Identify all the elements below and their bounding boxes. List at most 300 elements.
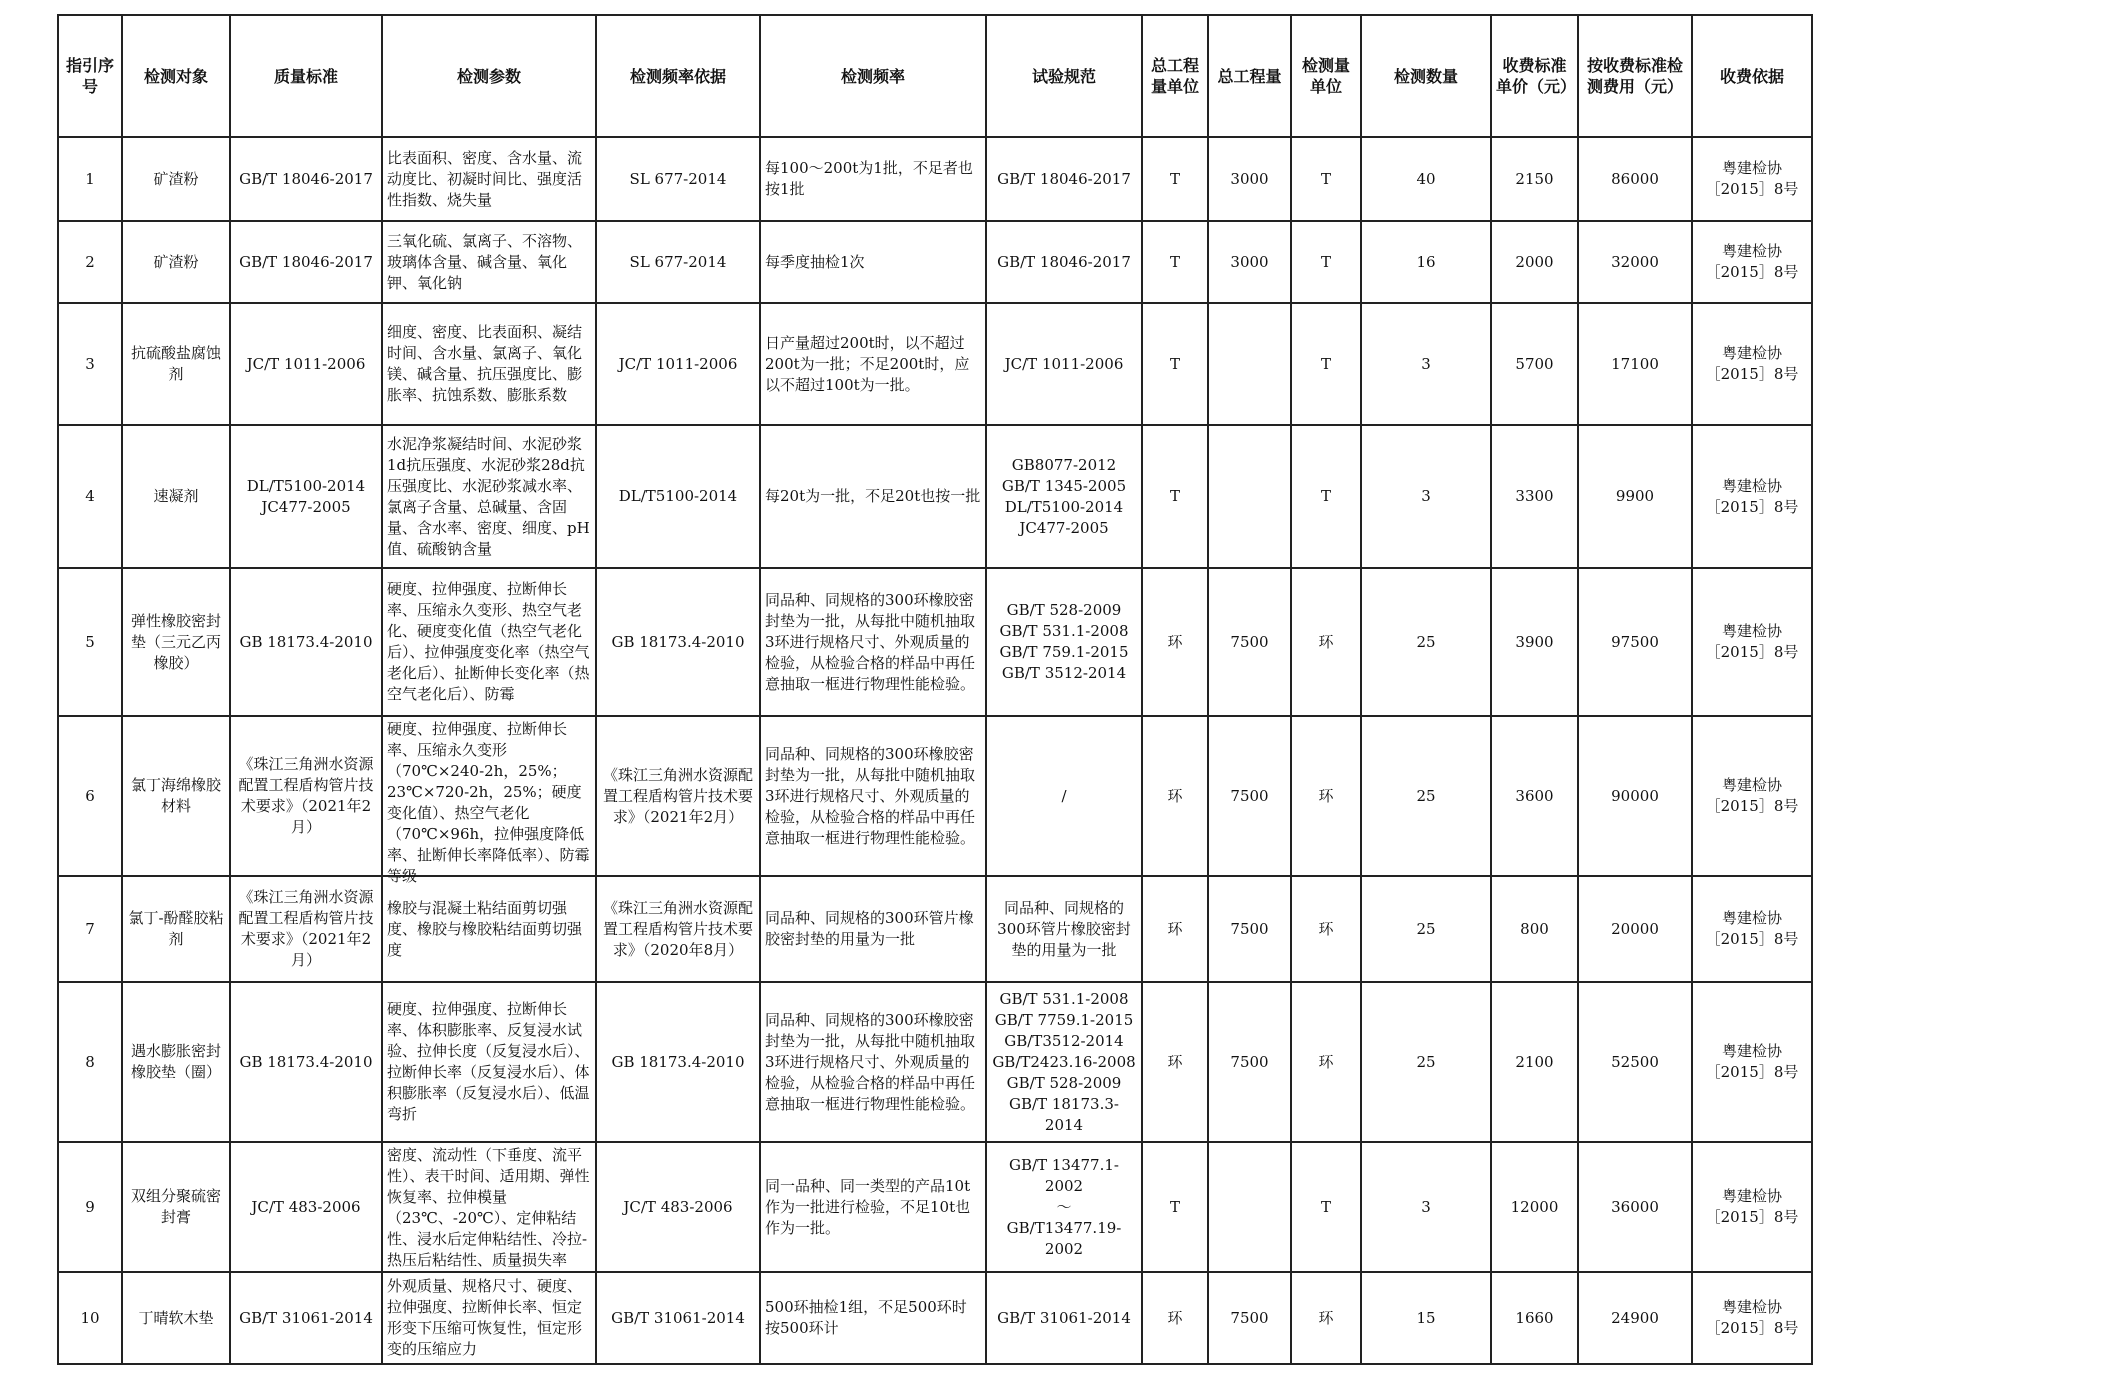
cell-text: 环	[1167, 1052, 1183, 1071]
cell-spec	[986, 221, 1142, 303]
cell-text: 环	[1167, 1308, 1183, 1327]
cell-text: 52500	[1611, 1052, 1659, 1071]
cell-text: 细度、密度、比表面积、凝结时间、含水量、氯离子、氧化镁、碱含量、抗压强度比、膨胀率、抗蚀系数、膨胀系数	[387, 323, 583, 404]
cell-params	[382, 425, 596, 568]
header-unit-price: 收费标准单价（元）	[1491, 15, 1578, 137]
cell-test-qty	[1361, 1142, 1491, 1272]
header-basis: 检测频率依据	[596, 15, 760, 137]
cell-text: 环	[1318, 632, 1334, 651]
cell-text: 20000	[1611, 919, 1659, 938]
inspection-fee-sheet	[57, 14, 1813, 1365]
cell-freq	[760, 568, 986, 716]
cell-text: 每季度抽检1次	[765, 252, 865, 271]
cell-text: GB 18173.4-2010	[239, 632, 373, 651]
cell-standard	[230, 982, 382, 1142]
cell-text: 5700	[1515, 354, 1554, 373]
cell-text: 3000	[1230, 169, 1269, 188]
cell-text: 3	[1421, 354, 1431, 373]
cell-text: 86000	[1611, 169, 1659, 188]
cell-text: 丁晴软木垫	[138, 1308, 214, 1327]
header-total-unit: 总工程量单位	[1142, 15, 1208, 137]
cell-text: T	[1169, 252, 1180, 271]
cell-text: 环	[1318, 786, 1334, 805]
cell-text: 同一品种、同一类型的产品10t作为一批进行检验，不足10t也作为一批。	[765, 1176, 971, 1237]
cell-text: GB/T 13477.1-2002 ～ GB/T13477.19-2002	[1006, 1155, 1122, 1258]
cell-text: 同品种、同规格的300环橡胶密封垫为一批，从每批中随机抽取3环进行规格尺寸、外观质量的检验，从检验合格的样品中再任意抽取一框进行物理性能检验。	[765, 1010, 976, 1113]
cell-text: 粤建检协［2015］8号	[1705, 622, 1799, 661]
cell-freq	[760, 303, 986, 425]
cell-no	[58, 425, 122, 568]
cell-unit-price	[1491, 1272, 1578, 1364]
cell-text: JC/T 1011-2006	[618, 354, 738, 373]
cell-freq	[760, 425, 986, 568]
cell-params	[382, 1142, 596, 1272]
cell-no	[58, 1142, 122, 1272]
cell-text: 同品种、同规格的300环橡胶密封垫为一批，从每批中随机抽取3环进行规格尺寸、外观质量的检验，从检验合格的样品中再任意抽取一框进行物理性能检验。	[765, 744, 976, 847]
cell-test-qty	[1361, 876, 1491, 982]
header-standard: 质量标准	[230, 15, 382, 137]
cell-object	[122, 303, 230, 425]
cell-params	[382, 716, 596, 885]
cell-standard	[230, 303, 382, 425]
cell-text: GB/T 18046-2017	[239, 252, 373, 271]
cell-text: GB/T 31061-2014	[611, 1308, 745, 1327]
cell-unit-price	[1491, 876, 1578, 982]
header-row	[58, 15, 1812, 137]
cell-spec	[986, 1142, 1142, 1272]
cell-test-qty	[1361, 303, 1491, 425]
cell-text: 12000	[1510, 1197, 1559, 1216]
cell-text: 《珠江三角洲水资源配置工程盾构管片技术要求》（2020年8月）	[602, 898, 753, 959]
cell-basis	[596, 982, 760, 1142]
cell-text: 3000	[1230, 252, 1269, 271]
cell-text: 每20t为一批，不足20t也按一批	[765, 487, 981, 505]
header-spec: 试验规范	[986, 15, 1142, 137]
cell-standard	[230, 1142, 382, 1272]
cell-text: 环	[1167, 632, 1183, 651]
cell-standard	[230, 221, 382, 303]
cell-text: 密度、流动性（下垂度、流平性）、表干时间、适用期、弹性恢复率、拉伸模量（23℃、-20℃）、定伸粘结性、浸水后定伸粘结性、冷拉-热压后粘结性、质量损失率	[387, 1146, 590, 1269]
cell-text: 同品种、同规格的300环管片橡胶密封垫的用量为一批	[997, 898, 1131, 959]
table-row	[58, 303, 1812, 425]
cell-text: 10	[80, 1308, 100, 1327]
cell-standard	[230, 137, 382, 221]
cell-text: 3	[1421, 1197, 1431, 1216]
cell-object	[122, 1272, 230, 1364]
cell-fee	[1578, 425, 1692, 568]
cell-total-unit	[1142, 425, 1208, 568]
cell-fee-basis	[1692, 876, 1812, 982]
cell-text: GB8077-2012 GB/T 1345-2005 DL/T5100-2014 JC477-2005	[1001, 455, 1127, 537]
cell-text: 矿渣粉	[153, 252, 199, 271]
cell-params	[382, 1272, 596, 1364]
cell-object	[122, 1142, 230, 1272]
cell-text: 32000	[1611, 252, 1659, 271]
cell-unit-price	[1491, 1142, 1578, 1272]
cell-fee	[1578, 137, 1692, 221]
cell-test-unit	[1291, 876, 1361, 982]
cell-fee-basis	[1692, 1142, 1812, 1272]
cell-total-unit	[1142, 1272, 1208, 1364]
cell-text: 同品种、同规格的300环橡胶密封垫为一批，从每批中随机抽取3环进行规格尺寸、外观质量的检验，从检验合格的样品中再任意抽取一框进行物理性能检验。	[765, 590, 976, 693]
table-row	[58, 1272, 1812, 1364]
cell-total-qty	[1208, 982, 1291, 1142]
cell-test-qty	[1361, 568, 1491, 716]
header-params: 检测参数	[382, 15, 596, 137]
cell-fee-basis	[1692, 137, 1812, 221]
cell-fee	[1578, 221, 1692, 303]
cell-text: GB/T 18046-2017	[997, 252, 1131, 271]
cell-text: SL 677-2014	[629, 169, 727, 188]
cell-text: GB/T 528-2009 GB/T 531.1-2008 GB/T 759.1-2015 GB/T 3512-2014	[999, 601, 1129, 682]
cell-text: 15	[1416, 1308, 1436, 1327]
header-object: 检测对象	[122, 15, 230, 137]
cell-test-unit	[1291, 716, 1361, 876]
cell-text: 3600	[1515, 786, 1554, 805]
cell-text: 2	[85, 252, 95, 271]
cell-text: GB/T 31061-2014	[239, 1308, 373, 1327]
cell-text: 双组分聚硫密封膏	[130, 1187, 221, 1226]
cell-text: SL 677-2014	[629, 252, 727, 271]
table-row	[58, 221, 1812, 303]
cell-test-unit	[1291, 1142, 1361, 1272]
cell-text: GB/T 18046-2017	[239, 169, 373, 188]
cell-text: 36000	[1611, 1197, 1659, 1216]
table-row	[58, 716, 1812, 876]
cell-fee-basis	[1692, 982, 1812, 1142]
cell-text: 2150	[1515, 169, 1554, 188]
cell-total-qty	[1208, 221, 1291, 303]
cell-text: GB 18173.4-2010	[239, 1052, 373, 1071]
cell-standard	[230, 568, 382, 716]
header-test-qty: 检测数量	[1361, 15, 1491, 137]
cell-basis	[596, 716, 760, 876]
cell-test-qty	[1361, 137, 1491, 221]
cell-text: 氯丁海绵橡胶材料	[130, 776, 221, 815]
cell-text: 遇水膨胀密封橡胶垫（圈）	[130, 1042, 221, 1081]
cell-text: 硬度、拉伸强度、拉断伸长率、压缩永久变形、热空气老化、硬度变化值（热空气老化后）、拉伸强度变化率（热空气老化后）、扯断伸长变化率（热空气老化后）、防霉	[387, 580, 590, 703]
cell-text: 环	[1318, 1052, 1334, 1071]
cell-object	[122, 716, 230, 876]
cell-text: 粤建检协［2015］8号	[1705, 909, 1799, 948]
cell-spec	[986, 568, 1142, 716]
cell-text: DL/T5100-2014 JC477-2005	[246, 476, 366, 516]
cell-text: T	[1169, 354, 1180, 373]
cell-text: 2100	[1515, 1052, 1554, 1071]
cell-freq	[760, 716, 986, 876]
cell-text: 环	[1167, 919, 1183, 938]
cell-text: JC/T 1011-2006	[1004, 354, 1124, 373]
cell-spec	[986, 1272, 1142, 1364]
cell-total-qty	[1208, 425, 1291, 568]
cell-basis	[596, 1142, 760, 1272]
cell-params	[382, 982, 596, 1142]
cell-text: GB 18173.4-2010	[611, 632, 745, 651]
cell-text: 5	[85, 632, 95, 651]
cell-spec	[986, 137, 1142, 221]
cell-unit-price	[1491, 137, 1578, 221]
cell-total-qty	[1208, 1272, 1291, 1364]
cell-text: JC/T 1011-2006	[246, 354, 366, 373]
cell-basis	[596, 568, 760, 716]
cell-text: 25	[1416, 919, 1436, 938]
cell-text: 三氧化硫、氯离子、不溶物、玻璃体含量、碱含量、氧化钾、氧化钠	[387, 231, 583, 292]
cell-text: 3900	[1515, 632, 1554, 651]
cell-text: 外观质量、规格尺寸、硬度、拉伸强度、拉断伸长率、恒定形变下压缩可恢复性，恒定形变的压缩应力	[387, 1277, 583, 1358]
cell-text: 环	[1167, 786, 1183, 805]
cell-object	[122, 137, 230, 221]
cell-text: 2000	[1515, 252, 1554, 271]
cell-text: 90000	[1611, 786, 1659, 805]
cell-standard	[230, 876, 382, 982]
cell-test-qty	[1361, 221, 1491, 303]
cell-text: GB/T 18046-2017	[997, 169, 1131, 188]
cell-text: 比表面积、密度、含水量、流动度比、初凝时间比、强度活性指数、烧失量	[387, 148, 583, 209]
cell-test-qty	[1361, 716, 1491, 876]
cell-no	[58, 876, 122, 982]
cell-unit-price	[1491, 221, 1578, 303]
cell-fee-basis	[1692, 303, 1812, 425]
cell-text: 1660	[1515, 1308, 1554, 1327]
cell-text: 抗硫酸盐腐蚀剂	[130, 344, 221, 383]
cell-text: T	[1320, 252, 1331, 271]
table-row	[58, 568, 1812, 716]
cell-text: 9900	[1615, 487, 1655, 505]
cell-total-unit	[1142, 303, 1208, 425]
cell-text: 3300	[1515, 487, 1554, 505]
cell-text: 25	[1416, 786, 1436, 805]
cell-text: 16	[1416, 252, 1436, 271]
cell-text: GB/T 31061-2014	[997, 1308, 1131, 1327]
cell-text: T	[1169, 169, 1180, 188]
header-total-qty: 总工程量	[1208, 15, 1291, 137]
cell-freq	[760, 1142, 986, 1272]
cell-total-unit	[1142, 568, 1208, 716]
cell-text: 7500	[1230, 632, 1269, 651]
cell-text: 8	[85, 1052, 95, 1071]
cell-freq	[760, 876, 986, 982]
cell-freq	[760, 137, 986, 221]
cell-test-qty	[1361, 1272, 1491, 1364]
header-no: 指引序号	[58, 15, 122, 137]
cell-total-unit	[1142, 982, 1208, 1142]
cell-test-qty	[1361, 982, 1491, 1142]
cell-freq	[760, 221, 986, 303]
cell-spec	[986, 982, 1142, 1142]
cell-no	[58, 1272, 122, 1364]
cell-text: T	[1320, 169, 1331, 188]
cell-text: 24900	[1611, 1308, 1659, 1327]
cell-text: 粤建检协［2015］8号	[1705, 344, 1799, 383]
inspection-table	[57, 14, 1813, 1365]
cell-text: 水泥净浆凝结时间、水泥砂浆1d抗压强度、水泥砂浆28d抗压强度比、水泥砂浆减水率、氯离子含量、总碱量、含固量、含水率、密度、细度、pH 值、硫酸钠含量	[387, 434, 590, 558]
header-freq: 检测频率	[760, 15, 986, 137]
cell-text: 粤建检协［2015］8号	[1705, 476, 1799, 516]
cell-text: 3	[85, 354, 95, 373]
cell-text: 环	[1318, 1308, 1334, 1327]
cell-params	[382, 876, 596, 982]
cell-text: 500环抽检1组，不足500环时按500环计	[765, 1298, 967, 1337]
cell-object	[122, 982, 230, 1142]
cell-spec	[986, 716, 1142, 876]
table-body	[58, 137, 1812, 1364]
cell-text: 800	[1520, 919, 1549, 938]
cell-params	[382, 303, 596, 425]
cell-params	[382, 221, 596, 303]
cell-text: 3	[1421, 487, 1431, 505]
cell-test-unit	[1291, 568, 1361, 716]
cell-total-qty	[1208, 137, 1291, 221]
table-row	[58, 876, 1812, 982]
table-row	[58, 1142, 1812, 1272]
cell-total-qty	[1208, 303, 1291, 425]
cell-object	[122, 568, 230, 716]
cell-text: 《珠江三角洲水资源配置工程盾构管片技术要求》（2021年2月）	[602, 765, 753, 826]
cell-no	[58, 568, 122, 716]
header-fee-basis: 收费依据	[1692, 15, 1812, 137]
cell-fee	[1578, 303, 1692, 425]
cell-fee	[1578, 982, 1692, 1142]
cell-text: 硬度、拉伸强度、拉断伸长率、压缩永久变形（70℃×240-2h，25%；23℃×720-2h，25%；硬度变化值）、热空气老化（70℃×96h，拉伸强度降低率、扯断伸长率降低率）、防霉等级	[387, 720, 590, 885]
cell-text: 日产量超过200t时，以不超过200t为一批；不足200t时，应以不超过100t为一批。	[765, 333, 970, 394]
cell-total-unit	[1142, 716, 1208, 876]
cell-fee-basis	[1692, 568, 1812, 716]
cell-unit-price	[1491, 303, 1578, 425]
cell-text: 硬度、拉伸强度、拉断伸长率、体积膨胀率、反复浸水试验、拉伸长度（反复浸水后）、拉断伸长率（反复浸水后）、体积膨胀率（反复浸水后）、低温弯折	[387, 1000, 590, 1123]
cell-standard	[230, 1272, 382, 1364]
cell-text: 弹性橡胶密封垫（三元乙丙橡胶）	[130, 611, 221, 672]
cell-unit-price	[1491, 568, 1578, 716]
cell-text: 《珠江三角洲水资源配置工程盾构管片技术要求》（2021年2月）	[238, 755, 374, 836]
cell-no	[58, 303, 122, 425]
cell-no	[58, 716, 122, 876]
cell-text: T	[1320, 1197, 1331, 1216]
cell-fee-basis	[1692, 716, 1812, 876]
cell-text: T	[1320, 354, 1331, 373]
cell-text: 7500	[1230, 786, 1269, 805]
cell-text: 粤建检协［2015］8号	[1705, 776, 1799, 815]
header-test-unit: 检测量单位	[1291, 15, 1361, 137]
cell-text: DL/T5100-2014	[618, 487, 738, 505]
cell-total-unit	[1142, 1142, 1208, 1272]
cell-test-qty	[1361, 425, 1491, 568]
cell-params	[382, 137, 596, 221]
cell-text: 7500	[1230, 1308, 1269, 1327]
cell-text: T	[1169, 1197, 1180, 1216]
cell-total-unit	[1142, 876, 1208, 982]
cell-text: 氯丁-酚醛胶粘剂	[128, 909, 224, 948]
cell-freq	[760, 982, 986, 1142]
cell-fee	[1578, 1272, 1692, 1364]
cell-fee	[1578, 1142, 1692, 1272]
cell-object	[122, 876, 230, 982]
cell-test-unit	[1291, 425, 1361, 568]
cell-text: JC/T 483-2006	[623, 1197, 733, 1216]
cell-total-qty	[1208, 876, 1291, 982]
cell-text: 17100	[1611, 354, 1659, 373]
cell-text: T	[1320, 487, 1331, 505]
table-row	[58, 982, 1812, 1142]
cell-test-unit	[1291, 982, 1361, 1142]
cell-text: GB/T 531.1-2008 GB/T 7759.1-2015 GB/T3512-2014 GB/T2423.16-2008 GB/T 528-2009 GB/T 18173.3-2014	[992, 989, 1136, 1134]
cell-basis	[596, 425, 760, 568]
cell-text: 25	[1416, 1052, 1436, 1071]
cell-text: 粤建检协［2015］8号	[1705, 1042, 1799, 1081]
cell-total-qty	[1208, 716, 1291, 876]
cell-text: 粤建检协［2015］8号	[1705, 159, 1799, 198]
cell-text: JC/T 483-2006	[251, 1197, 361, 1216]
cell-fee-basis	[1692, 425, 1812, 568]
cell-test-unit	[1291, 1272, 1361, 1364]
cell-basis	[596, 221, 760, 303]
cell-text: 4	[85, 487, 95, 505]
cell-no	[58, 982, 122, 1142]
cell-total-unit	[1142, 221, 1208, 303]
cell-fee	[1578, 716, 1692, 876]
cell-text: 《珠江三角洲水资源配置工程盾构管片技术要求》（2021年2月）	[238, 888, 374, 969]
cell-basis	[596, 876, 760, 982]
cell-text: 同品种、同规格的300环管片橡胶密封垫的用量为一批	[765, 909, 974, 948]
cell-text: 橡胶与混凝土粘结面剪切强度、橡胶与橡胶粘结面剪切强度	[387, 898, 583, 959]
cell-spec	[986, 303, 1142, 425]
cell-unit-price	[1491, 425, 1578, 568]
cell-no	[58, 137, 122, 221]
cell-text: GB 18173.4-2010	[611, 1052, 745, 1071]
cell-text: T	[1169, 487, 1180, 505]
cell-text: 环	[1318, 919, 1334, 938]
cell-text: 6	[85, 786, 95, 805]
cell-total-unit	[1142, 137, 1208, 221]
cell-text: 速凝剂	[153, 487, 199, 505]
cell-text: /	[1061, 786, 1067, 805]
table-row	[58, 425, 1812, 568]
cell-basis	[596, 137, 760, 221]
cell-basis	[596, 303, 760, 425]
cell-total-qty	[1208, 1142, 1291, 1272]
cell-test-unit	[1291, 137, 1361, 221]
cell-total-qty	[1208, 568, 1291, 716]
cell-fee-basis	[1692, 1272, 1812, 1364]
cell-text: 9	[85, 1197, 95, 1216]
cell-no	[58, 221, 122, 303]
cell-unit-price	[1491, 982, 1578, 1142]
cell-fee	[1578, 568, 1692, 716]
cell-standard	[230, 425, 382, 568]
cell-object	[122, 221, 230, 303]
cell-text: 7500	[1230, 919, 1269, 938]
cell-spec	[986, 876, 1142, 982]
cell-freq	[760, 1272, 986, 1364]
cell-params	[382, 568, 596, 716]
cell-spec	[986, 425, 1142, 568]
cell-text: 粤建检协［2015］8号	[1705, 1187, 1799, 1226]
header-fee: 按收费标准检测费用（元）	[1578, 15, 1692, 137]
table-row	[58, 137, 1812, 221]
cell-text: 每100～200t为1批，不足者也按1批	[765, 159, 973, 198]
cell-fee-basis	[1692, 221, 1812, 303]
cell-text: 25	[1416, 632, 1436, 651]
cell-text: 40	[1416, 169, 1436, 188]
cell-text: 97500	[1611, 632, 1659, 651]
cell-object	[122, 425, 230, 568]
cell-test-unit	[1291, 303, 1361, 425]
cell-text: 粤建检协［2015］8号	[1705, 242, 1799, 281]
cell-text: 粤建检协［2015］8号	[1705, 1298, 1799, 1337]
cell-fee	[1578, 876, 1692, 982]
cell-basis	[596, 1272, 760, 1364]
cell-unit-price	[1491, 716, 1578, 876]
cell-test-unit	[1291, 221, 1361, 303]
